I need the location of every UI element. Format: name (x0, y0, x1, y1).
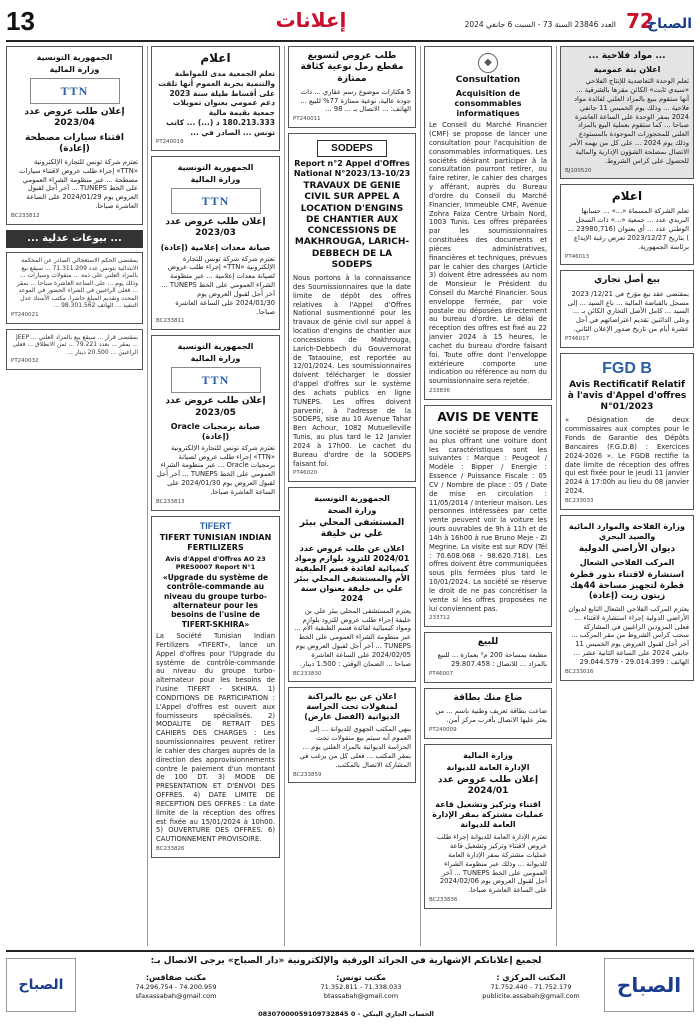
ad-association-notice: اعلام تعلم الجمعية مدى للمواطنة والتنمية بجربة العموم أنها تلقت على أقساط طيلة سنة 2023 دعم عمومي بعنوان تمويلات جمعية بقيمة مالية 180.213.333 د (...) ... كاتب تونس ... الصادر في ... PT240018 (151, 46, 280, 151)
ad-commercial-sale: بيع أصل تجاري بمقتضى عقد بيع مؤرخ في 12/21/ 2023 مسجل بالقباضة المالية ... باع السيد ... إلى السيد ... كامل الأصل التجاري الكائن بـ ... وعلى الدائنين تقديم اعتراضاتهم في أجل عشرة أيام من تاريخ صدور الإعلان الثاني. PT46017 (560, 270, 694, 347)
column-4 (151, 46, 280, 946)
office-tunis: مكتب تونس: 71.338.033 - 71.352.811 btassabah@gmail.com (320, 973, 402, 1001)
ad-agricultural: ... مواد فلاحية ... اعلان بتة عمومية تعلم الوحدة التعاضدية للإنتاج الفلاحي «سيدي ثابت» الكائن مقرها بالشرقية ... أنها ستقوم ببيع بالمزاد العلني لفائدة مواد فلاحية ... وذلك يوم الخميس 11 جانفي 2024 بمقر الوحدة على الساعة العاشرة صباحا ... كما ستقوم بعملية البيع بالمزاد العلني للمحجوزات الموجودة بالمستودع وذلك يوم 2024 ... على كل من يهمه الأمر الاتصال بمصلحة الشؤون الإدارية والمالية للحصول على كراس الشروط. BJ100520 (560, 46, 694, 179)
column-5 (6, 46, 143, 946)
newspaper-logo (622, 6, 694, 36)
page-header (6, 6, 694, 42)
ad-hospital-tender: الجمهورية التونسية وزارة الصحة المستشفى المحلي ببئر علي بن خليفة اعلان عن طلب عروض عدد 2024/01 للتزود بلوازم ومواد كيميائية لفائدة قسم الطبقية الأم والمستشفى المحلي ببئر علي بن خليفة بعنوان سنة 2024 يعتزم المستشفى المحلي ببئر علي بن خليفة إجراء طلب عروض للتزود بلوازم ومواد كيميائية لفائدة قسم الطبقية الأم ... عبر منظومة الشراء العمومي على الخط TUNEPS ... آخر أجل لقبول العروض يوم 2024/02/05 على الساعة العاشرة صباحا ... الضمان الوقتي : 1.500 دينار. BC233830 (288, 487, 416, 682)
fgdb-logo: FGD B (602, 359, 652, 377)
svg-text:72: 72 (626, 9, 654, 33)
office-central: المكتب المركزي : 71.752.179 - 71.752.440 publicite.assabah@gmail.com (482, 973, 580, 1001)
legal-sales-banner: ... بيوعات عدلية ... (6, 230, 143, 249)
page-footer (6, 950, 694, 1018)
ad-legal-sale-2: بمقتضى قرار ... سيقع بيع بالمزاد العلني ... JEEP ... بمقر ... بعدد 79.221 ... ثمن الانطلاق ... فعلى الراغبين ... 20.500 دينار ... PT240032 (6, 329, 143, 370)
ad-ttn-tender-05: الجمهورية التونسية وزارة المالية TTN إعلان طلب عروض عدد 2023/05 صيانة برمجيات Oracle (إعادة) تعتزم شركة تونس للتجارة الإلكترونية «TTN» إجراء طلب عروض لصيانة برمجيات Oracle ... عبر منظومة الشراء العمومي على الخط TUNEPS ... آخر أجل لقبول العروض يوم 2024/01/30 على الساعة العاشرة صباحا. BC233813 (151, 335, 280, 510)
footer-title: لجميع إعلاناتكم الإشهارية في الجرائد الورقية والإلكترونية «دار الصباح» يرجى الاتصال بـ: (150, 956, 542, 966)
ad-tifert: TIFERT TIFERT TUNISIAN INDIAN FERTILIZERS Avis d'Appel d'Offres AO 23 PRES0007 Report N°1 «Upgrade du système de contrôle-commande au niveau du groupe turbo-alternateur pour les besoins de l'usine de TIFERT-SKHIRA» La Société Tunisian Indian Fertilizers «TIFERT», lance un Appel d'offres pour l'Upgrade du système de contrôle-commande au niveau du groupe turbo-alternateur pour les besoins de l'usine TIFERT - SKHIRA. 1) CONDITIONS DE PARTICIPATION : L'Appel d'offres est ouvert aux fournisseurs spécialisés. 2) MODALITE DE RETRAIT DES CAHIERS DES CHARGES : Les soumissionnaires peuvent retirer le cahier des charges auprès de la direction des approvisionnements contre le paiement d'un montant de 100 DT. 3) MODE DE PRESENTATION ET D'ENVOI DES OFFRES. 4) DATE LIMITE DE RECEPTION DES OFFRES : La date limite de la réception des offres est fixée au 15/01/2024 à 10h00. 5) OUVERTURE DES OFFRES. 6) CAUTIONNEMENT PROVISOIRE. BC233826 (151, 516, 280, 858)
ad-avis-vente: AVIS DE VENTE Une société se propose de vendre au plus offrant une voiture dont les caractéristiques sont les suivantes : Marque : Peugeot / Modèle : Bipper / Energie : Essence / Puissance Fiscale : 05 CV / Nombre de place : 05 / Date de mise en circulation : 11/05/2014 / Interieur maison. Les personnes intéressées par cette vente peuvent voir la voiture les jours ouvrables de 9h à 11h et de 14h à 16h00 à rue Bruno Meje - ZI Megrine. La visite est sur RDV (Tél : 70.608.068 - 98.620.718). Les offres doivent être communiquées sous plis fermées plus tard le 10/01/2024. La société se réserve le droit de ne pas concrétiser la vente si les offres proposées ne lui conviennent pas. 233712 (424, 405, 552, 627)
column-3 (288, 46, 416, 946)
page-number: 13 (6, 6, 35, 36)
office-sfax: مكتب صفاقس: 74.200.959 - 74.296.754 sfaxassabah@gmail.com (135, 973, 217, 1001)
cmf-logo-icon: ◆ (478, 53, 498, 73)
ad-sodeps: SODEPS Report n°2 Appel d'Offres National N°2023/13-10/23 TRAVAUX DE GENIE CIVIL SUR APPEL A LOCATION D'ENGINS DE CHANTIER AUX CONCESSIONS DE MAKHROUGA, LARICH-DEBBECH DE LA SODEPS Nous portons à la connaissance des Soumissionnaires que la date limite de dépôt des offres relatives à l'Appel d'Offres National susmentionné pour les travaux de génie civil sur appel à location d'engins de chantier aux concessions de Makhrouga, Larich-Debbech du Gouvernorat de Tataouine, est reportée au 12/01/2024. Les soumissionnaires doivent télécharger le dossier d'appel d'offres sur le système des achats publics en ligne TUNEPS. Les offres doivent parvenir, à l'adresse de la SODEPS, sise au 10 Avenue Tahar Ben Achour, 1082 Mutuelleville Tunis, au plus tard le 12 Janvier 2024 à 17h00. Le cachet du Bureau d'ordre de la SODEPS faisant foi. PT46020 (288, 133, 416, 482)
ad-lost-card: ضاع منك بطاقة ضاعت بطاقة تعريف وطنية باسم ... من يعثر عليها الاتصال بأقرب مركز أمن. PT240009 (424, 688, 552, 739)
column-1 (560, 46, 694, 946)
footer-logo-right: الصباح (604, 958, 694, 1012)
footer-logo-left: الصباح (6, 958, 76, 1012)
svg-text:الصباح: الصباح (647, 16, 692, 32)
ad-ttn-tender-03: الجمهورية التونسية وزارة المالية TTN إعلان طلب عروض عدد 2023/03 صيانة معدات إعلامية (إعادة) تعتزم شركة شركة تونس للتجارة الإلكترونية «TTN» إجراء طلب عروض لصيانة معدات إعلامية ... عبر منظومة الشراء العمومي على الخط TUNEPS ... آخر أجل لقبول العروض يوم 2024/01/30 على الساعة العاشرة صباحا. BC233811 (151, 156, 280, 330)
ad-customs-sale: اعلان عن بيع بالمراكنة لمنقولات تحت الحراسة الديوانية (الفصل عارض) ينهي المكتب الجهوي للديوانة ... إلى العموم أنه سيتم بيع منقولات تحت الحراسة الديوانية بالمزاد العلني يوم ... بمقر المكتب ... فعلى كل من يرغب في المشاركة الاتصال بالمكتب. BC233859 (288, 687, 416, 783)
column-2 (424, 46, 552, 946)
ad-fgdb: FGD B Avis Rectificatif Relatif à l'avis d'Appel d'offres N°01/2023 « Désignation de deux commissaires aux comptes pour le Fonds de Garantie des Dépôts Bancaires (F.G.D.B) : Exercices 2024-2026 ». Le FGDB rectifie la date limite de réception des offres qui est fixée pour le jeudi 11 janvier 2024 à 17:00h au lieu du 08 janvier 2024. BC233033 (560, 353, 694, 510)
tifert-logo: TIFERT (199, 520, 232, 531)
issue-info: العدد 23846 السنة 73 - السبت 6 جانفي 2024 (464, 20, 616, 29)
ad-legal-sale-1: بمقتضى الحكم الاستعجالي الصادر عن المحكمة الابتدائية بتونس عدد 71.311.209 ... سيقع بيع بالمزاد العلني على ذمة ... منقولات وسيارات ... وذلك يوم ... على الساعة العاشرة صباحا ... بمقر ... فعلى الراغبين في الشراء الحضور في الموعد المحدد وتقديم المبلغ حاضرا. مكتب الأستاذ عدل التنفيذ ... الهاتف 98.301.562 ... PT240021 (6, 252, 143, 323)
ad-notice: اعلام تعلم الشركة المسماة «...» ... حسابها البريدي عدد ... جمعية «...» ذات السجل الوطني عدد ... أي بعنوان (23980,716 ... ) بتاريخ 2023/12/27 تعرض رغبة الإيداع برئاسة الجمهورية. PT46013 (560, 184, 694, 265)
ttn-logo: TTN (171, 367, 261, 393)
ttn-logo: TTN (171, 188, 261, 214)
footer-bank-account: 08307000059109732845 0 - الحساب الجاري البنكي (258, 1010, 434, 1018)
ttn-logo: TTN (30, 78, 120, 104)
ad-for-sale: للبيع مطبعة بمساحة 200 م² بعمارة ... للبيع بالمزاد ... للاتصال : 29.807.458 PT46007 (424, 632, 552, 683)
ad-customs-tender: وزارة المالية الإدارة العامة للديوانة إعلان طلب عروض عدد 2024/01 اقتناء وتركيز وتشغيل قاعة عمليات مشتركة بمقر الإدارة العامة للديوانة تعتزم الإدارة العامة للديوانة إجراء طلب عروض لاقتناء وتركيز وتشغيل قاعة عمليات مشتركة بمقر الإدارة العامة للديوانة ... وذلك عبر منظومة الشراء العمومي على الخط TUNEPS ... آخر أجل لقبول العروض يوم 2024/02/06 على الساعة العاشرة صباحا. BC233836 (424, 744, 552, 909)
ad-cmf-consultation: ◆ Consultation Acquisition de consommables informatiques Le Conseil du Marché Financier (CMF) se propose de lancer une consultation pour l'acquisition de consommables informatiques. Les sociétés désirant participer à la consultation pourront retirer, ou faire retirer, le cahier des charges y afférant, auprès du Bureau d'ordre du Conseil du Marché Financier, Immeuble CMF, Avenue Zohra Faiza Centre Urbain Nord, 1003 Tunis. Les offres préparées par les soumissionnaires constituées des documents et pièces administratives, financières et techniques, prévues par le cahier des charges (Article 3) doivent être adressées au nom de Monsieur le Président du Conseil du Marché Financier. Sous enveloppe fermée, par voie postale ou déposées directement au bureau d'ordre. Le délai de réception des offres est fixé au 22 janvier 2024 à 15 heures, le cachet du bureau d'ordre faisant foi. Toute offre dont l'enveloppe extérieure comporte une indication ou référence au nom du soumissionnaire sera rejetée. 233836 (424, 46, 552, 400)
ad-ministry-agri: وزارة الفلاحة والموارد المائية والصيد البحري ديوان الأراضي الدولية المركب الفلاحي الشعال استشارة لاقتناء بذور قطرة قطرة لتجهيز مساحة 44هك زيتون زيت (إعادة) يعتزم المركب الفلاحي الشعال التابع لديوان الأراضي الدولية إجراء استشارة لاقتناء ... فعلى المزودين الراغبين في المشاركة سحب كراس الشروط من مقر المركب ... آخر أجل لقبول العروض يوم الخميس 11 جانفي 2024 على الساعة الثانية عشر ... الهاتف : 29.014.399 - 29.044.579 BC233016 (560, 515, 694, 681)
sodeps-logo: SODEPS (317, 140, 387, 157)
ad-sand-quarry: طلب عروض لتسويغ مقطع رمل نوعية كثافة ممتازة 5 هكتارات موضوع رسم عقاري ... ذات جودة عالية، نوعية ممتازة 77% للبيع ... الهاتف: ... الاتصال بـ ... 98 ... PT240011 (288, 46, 416, 128)
ad-ttn-tender-04: الجمهورية التونسية وزارة المالية TTN إعلان طلب عروض عدد 2023/04 اقتناء سيارات مصطحة (إعادة) تعتزم شركة تونس للتجارة الإلكترونية «TTN» إجراء طلب عروض لاقتناء سيارات مصطحة ... عبر منظومة الشراء العمومي على الخط TUNEPS ... آخر أجل لقبول العروض يوم 2024/01/29 على الساعة العاشرة صباحا. BC233812 (6, 46, 143, 225)
section-title: إعلانات (275, 8, 347, 32)
